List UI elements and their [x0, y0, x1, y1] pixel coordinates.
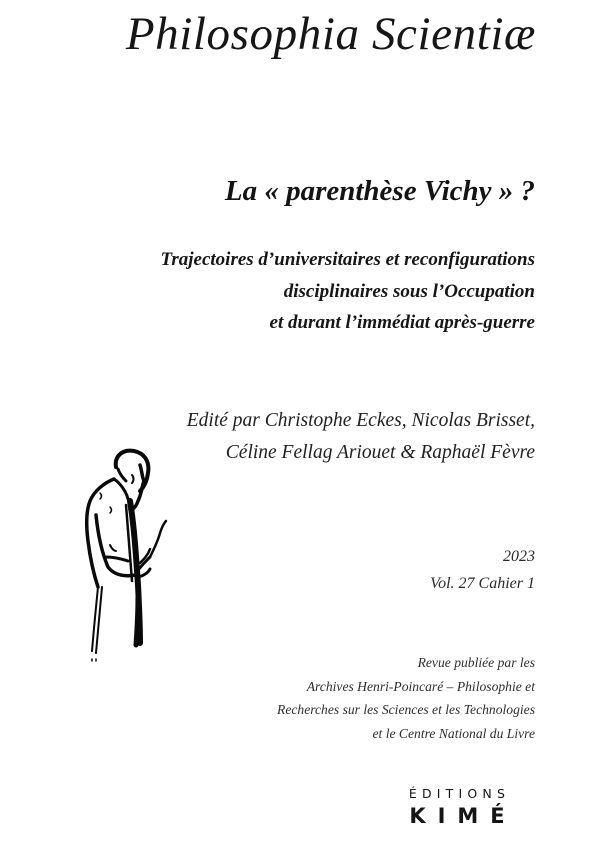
- publisher-note-line: Archives Henri-Poincaré – Philosophie et: [306, 678, 535, 694]
- publisher-logo-kime: KIMÉ: [409, 804, 517, 828]
- publisher-note-line: et le Centre National du Livre: [372, 725, 535, 741]
- journal-title: Philosophia Scientiæ: [125, 8, 536, 60]
- issue-subtitle-line: disciplinaires sous l’Occupation: [283, 280, 535, 302]
- publisher-note-line: Recherches sur les Sciences et les Technologies: [277, 702, 535, 717]
- volume-issue: Vol. 27 Cahier 1: [430, 575, 535, 592]
- editors: [187, 405, 535, 468]
- editors-line: Edité par Christophe Eckes, Nicolas Brisset,: [186, 410, 535, 431]
- editors-line: Céline Fellag Ariouet & Raphaël Fèvre: [225, 441, 535, 463]
- publisher-logo: [387, 786, 527, 828]
- publication-year: 2023: [503, 548, 535, 565]
- publisher-note-line: Revue publiée par les: [417, 655, 535, 670]
- issue-title: La « parenthèse Vichy » ?: [224, 175, 535, 207]
- man-sketch-illustration: [80, 445, 190, 670]
- issue-subtitle-line: Trajectoires d’universitaires et reconfigurations: [160, 249, 535, 270]
- publisher-note: [277, 651, 535, 745]
- publisher-logo-editions: ÉDITIONS: [408, 786, 511, 801]
- issue-subtitle-line: et durant l’immédiat après-guerre: [269, 312, 535, 333]
- issue-subtitle: [160, 244, 535, 339]
